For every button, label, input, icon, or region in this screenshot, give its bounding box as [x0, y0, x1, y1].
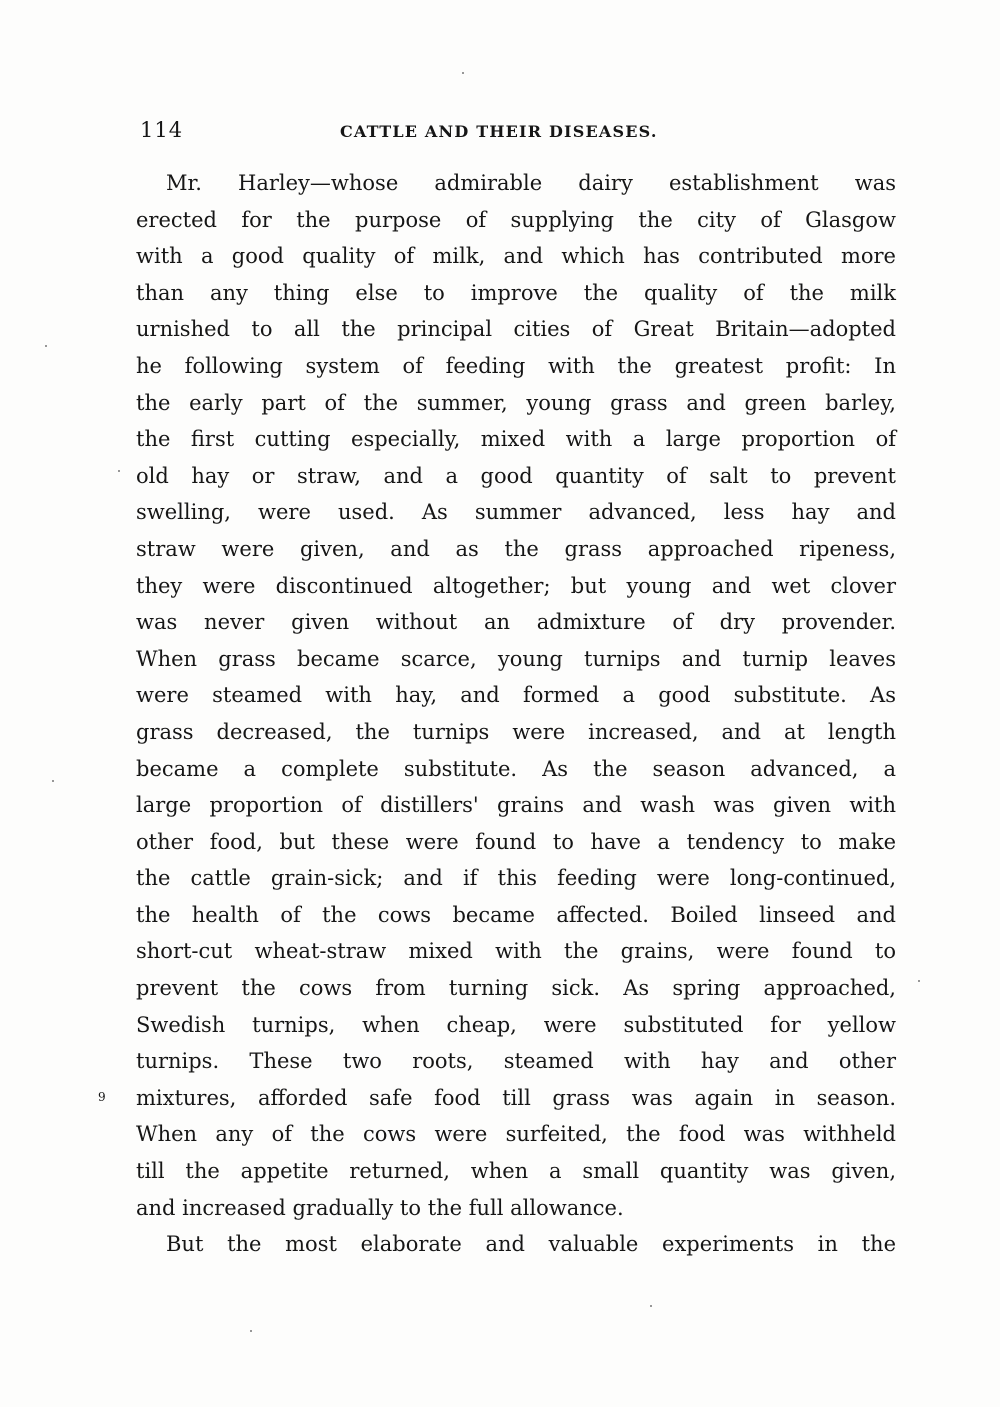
- paper-speck: [45, 345, 47, 347]
- signature-mark: 9: [98, 1090, 106, 1104]
- text-line: When any of the cows were surfeited, the food was withheld: [136, 1122, 896, 1147]
- text-line: large proportion of distillers' grains and wash was given with: [136, 793, 896, 818]
- text-line: Mr. Harley—whose admirable dairy establishment was: [166, 171, 896, 195]
- text-line: prevent the cows from turning sick. As spring approached,: [136, 976, 896, 1001]
- paper-speck: [118, 470, 120, 472]
- paper-speck: [52, 780, 54, 782]
- text-line: the early part of the summer, young grass and green barley,: [136, 390, 896, 415]
- body-text: [136, 165, 896, 1263]
- text-line: were steamed with hay, and formed a good substitute. As: [136, 683, 896, 708]
- text-line: urnished to all the principal cities of Great Britain—adopted: [136, 317, 896, 342]
- text-line: other food, but these were found to have a tendency to make: [136, 829, 896, 854]
- text-line: till the appetite returned, when a small quantity was given,: [136, 1159, 896, 1184]
- paper-speck: [650, 1305, 652, 1307]
- text-line: and increased gradually to the full allowance.: [136, 1195, 624, 1220]
- text-line: straw were given, and as the grass approached ripeness,: [136, 536, 896, 561]
- text-line: mixtures, afforded safe food till grass was again in season.: [136, 1085, 896, 1110]
- text-line: But the most elaborate and valuable experiments in the: [166, 1232, 896, 1257]
- page-header: [140, 118, 898, 148]
- text-line: When grass became scarce, young turnips and turnip leaves: [136, 646, 896, 671]
- text-line: Swedish turnips, when cheap, were substituted for yellow: [136, 1012, 896, 1037]
- paper-speck: [250, 1330, 252, 1332]
- text-line: old hay or straw, and a good quantity of salt to prevent: [136, 463, 896, 488]
- paper-speck: [918, 980, 920, 982]
- text-line: with a good quality of milk, and which has contributed more: [136, 244, 896, 269]
- text-line: they were discontinued altogether; but young and wet clover: [136, 573, 896, 598]
- text-line: was never given without an admixture of dry provender.: [136, 610, 896, 635]
- text-line: erected for the purpose of supplying the city of Glasgow: [136, 207, 896, 232]
- text-line: became a complete substitute. As the season advanced, a: [136, 756, 896, 781]
- text-line: turnips. These two roots, steamed with hay and other: [136, 1049, 896, 1074]
- running-head: CATTLE AND THEIR DISEASES.: [340, 122, 658, 141]
- text-line: the cattle grain-sick; and if this feeding were long-continued,: [136, 866, 896, 891]
- text-line: short-cut wheat-straw mixed with the grains, were found to: [136, 939, 896, 964]
- text-line: the health of the cows became affected. Boiled linseed and: [136, 902, 896, 927]
- text-line: the first cutting especially, mixed with a large proportion of: [136, 427, 896, 452]
- text-line: he following system of feeding with the greatest profit: In: [136, 353, 896, 378]
- text-line: than any thing else to improve the quality of the milk: [136, 280, 896, 305]
- text-line: grass decreased, the turnips were increased, and at length: [136, 719, 896, 744]
- page-number: 114: [140, 118, 184, 142]
- text-line: swelling, were used. As summer advanced, less hay and: [136, 500, 896, 525]
- paper-speck: [462, 72, 464, 74]
